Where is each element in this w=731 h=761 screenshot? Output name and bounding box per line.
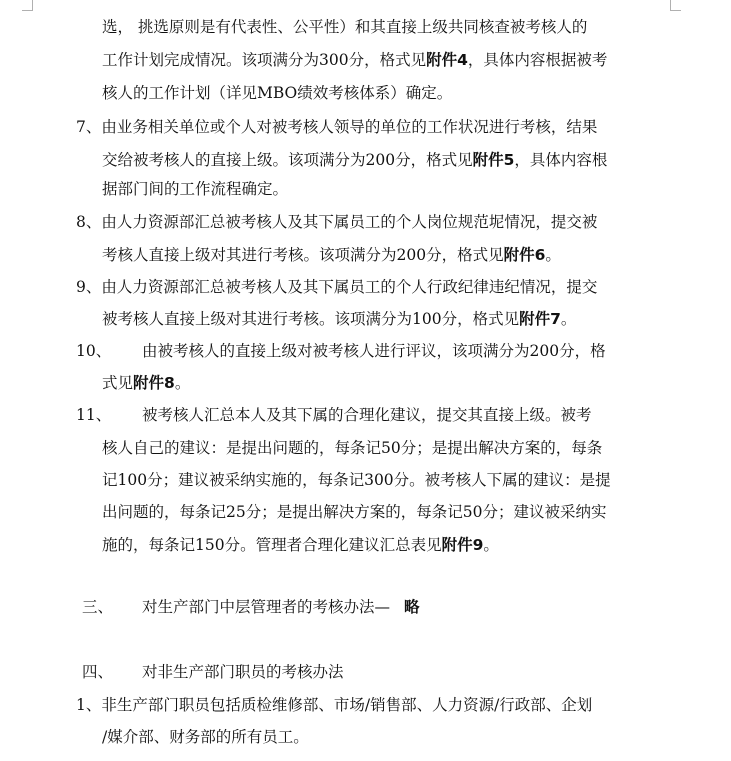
paragraph-p7-line [102, 174, 288, 204]
text-run: 。 [560, 310, 577, 328]
text-run: 。 [545, 246, 561, 264]
text-run: 核人自己的建议：是提出问题的，每条记50分；是提出解决方案的，每条 [102, 439, 603, 457]
paragraph-p11-line [102, 433, 602, 463]
section-title: 对非生产部门职员的考核办法 [142, 663, 344, 681]
text-run: 8、由人力资源部汇总被考核人及其下属员工的个人岗位规范坭情况，提交被 [76, 213, 598, 231]
section-heading-4 [82, 657, 344, 687]
paragraph-p7-line [76, 112, 597, 142]
text-run: 7、由业务相关单位或个人对被考核人领导的单位的工作状况进行考核，结果 [76, 118, 598, 136]
paragraph-p9-line [102, 304, 576, 334]
text-run: ，具体内容根据被考 [467, 51, 608, 69]
attachment-reference: 附件6 [503, 246, 546, 264]
paragraph-p6-line [102, 78, 452, 108]
text-run: ，具体内容根 [514, 151, 608, 169]
paragraph-p8-line [76, 207, 597, 237]
paragraph-4-1-line [76, 690, 592, 720]
text-run: 。 [174, 374, 191, 392]
paragraph-p8-line [102, 240, 561, 270]
section-number: 四、 [82, 663, 114, 681]
text-run: 。 [483, 536, 499, 554]
paragraph-p11-line [102, 497, 606, 527]
text-run: 式见 [102, 374, 134, 392]
item-number: 10、 [76, 342, 112, 360]
paragraph-p10-line [76, 336, 606, 366]
paragraph-4-1-line [102, 722, 309, 752]
section-number: 三、 [82, 598, 114, 616]
text-run: 被考核人直接上级对其进行考核。该项满分为100分，格式见 [102, 310, 520, 328]
paragraph-p11-line [102, 465, 611, 495]
crop-mark-top-right [670, 0, 681, 11]
text-run: 交给被考核人的直接上级。该项满分为200分，格式见 [102, 151, 473, 169]
paragraph-p9-line [76, 272, 597, 302]
text-run: 工作计划完成情况。该项满分为300分，格式见 [102, 51, 427, 69]
text-run: 据部门间的工作流程确定。 [102, 180, 289, 198]
text-run: 由被考核人的直接上级对被考核人进行评议，该项满分为200分，格 [142, 342, 606, 360]
attachment-reference: 附件4 [426, 51, 468, 69]
attachment-reference: 附件8 [133, 374, 175, 392]
paragraph-p7-line [102, 145, 607, 175]
attachment-reference: 附件5 [472, 151, 515, 169]
paragraph-p6-line [102, 12, 587, 42]
text-run: 记100分；建议被采纳实施的，每条记300分。被考核人下属的建议：是提 [102, 471, 611, 489]
section-title: 对生产部门中层管理者的考核办法— [142, 598, 391, 616]
attachment-reference: 附件7 [519, 310, 561, 328]
text-run: 考核人直接上级对其进行考核。该项满分为200分，格式见 [102, 246, 504, 264]
text-run: 被考核人汇总本人及其下属的合理化建议，提交其直接上级。被考 [142, 406, 592, 424]
crop-mark-top-left [22, 0, 33, 11]
section-heading-3 [82, 592, 420, 622]
text-run: /媒介部、财务部的所有员工。 [102, 728, 309, 746]
item-number: 11、 [76, 406, 112, 424]
text-run: 选， 挑选原则是有代表性、公平性）和其直接上级共同核查被考核人的 [102, 18, 588, 36]
paragraph-p11-line [102, 530, 499, 560]
paragraph-p10-line [102, 368, 190, 398]
text-run: 核人的工作计划（详见MBO绩效考核体系）确定。 [102, 84, 453, 102]
text-run: 1、非生产部门职员包括质检维修部、市场/销售部、人力资源/行政部、企划 [76, 696, 593, 714]
attachment-reference: 附件9 [441, 536, 484, 554]
paragraph-p6-line [102, 45, 607, 75]
text-run: 9、由人力资源部汇总被考核人及其下属员工的个人行政纪律违纪情况，提交 [76, 278, 598, 296]
text-run: 施的，每条记150分。管理者合理化建议汇总表见 [102, 536, 442, 554]
section-suffix: 略 [404, 598, 420, 616]
paragraph-p11-line [76, 400, 592, 430]
text-run: 出问题的，每条记25分；是提出解决方案的，每条记50分；建议被采纳实 [102, 503, 607, 521]
